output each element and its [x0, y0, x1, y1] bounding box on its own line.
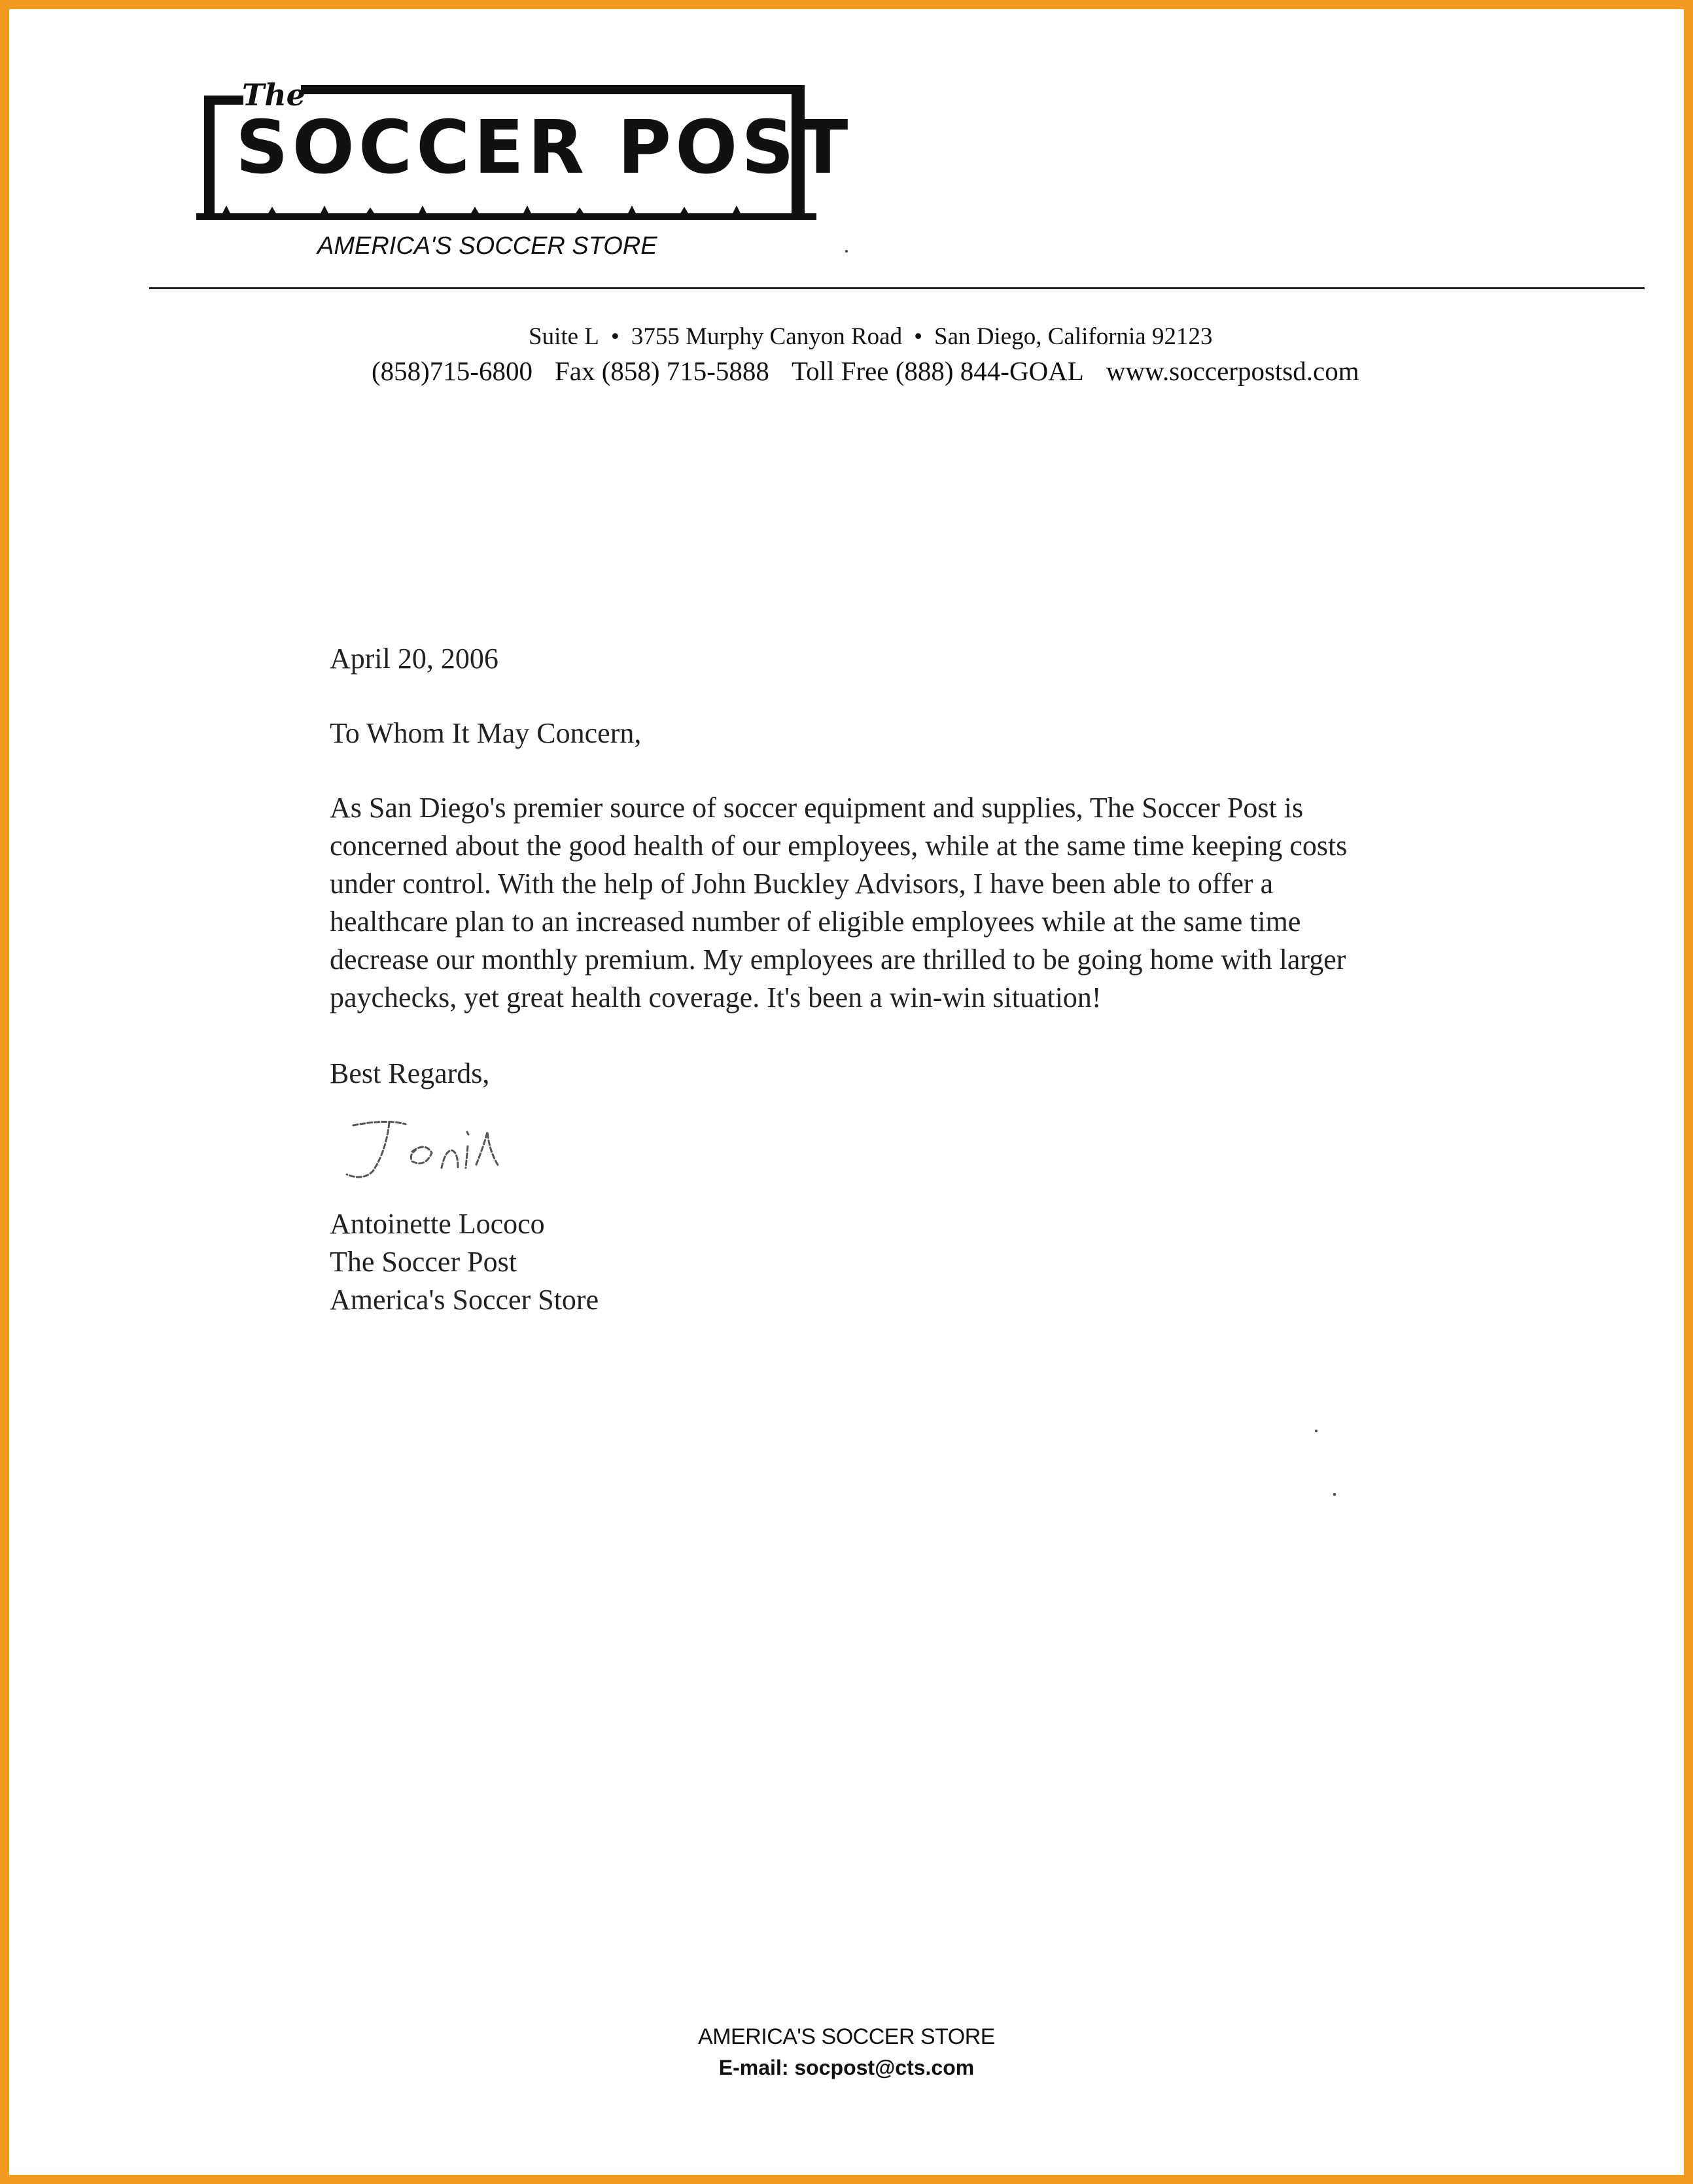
- contact-phone: (858)715-6800: [372, 356, 532, 386]
- scan-speck: [1333, 1493, 1336, 1496]
- logo-the-text: The: [242, 77, 305, 113]
- footer-email[interactable]: E-mail: socpost@cts.com: [718, 2056, 975, 2079]
- scan-speck: [1315, 1430, 1318, 1432]
- letterhead-tagline: AMERICA'S SOCCER STORE: [317, 232, 657, 260]
- address-suite: Suite L: [529, 323, 599, 350]
- scan-speck: [845, 250, 848, 253]
- body-line: paychecks, yet great health coverage. It's been a win-win situation!: [330, 981, 1102, 1013]
- body-line: As San Diego's premier source of soccer equipment and supplies, The Soccer Post is: [330, 792, 1304, 824]
- body-line: healthcare plan to an increased number of eligible employees while at the same time: [330, 906, 1301, 938]
- address-city: San Diego, California 92123: [934, 323, 1213, 350]
- soccer-post-logo: [196, 77, 852, 234]
- body-line: concerned about the good health of our employees, while at the same time keeping costs: [330, 830, 1348, 862]
- body-line: under control. With the help of John Buckley Advisors, I have been able to offer a: [330, 868, 1274, 900]
- footer-tagline: AMERICA'S SOCCER STORE: [698, 2024, 995, 2049]
- contact-fax: Fax (858) 715-5888: [554, 356, 769, 386]
- contact-toll-free: Toll Free (888) 844-GOAL: [791, 356, 1084, 386]
- signer-company: The Soccer Post: [330, 1246, 517, 1278]
- letter-date: April 20, 2006: [330, 643, 498, 675]
- letter-body: [330, 789, 1560, 1017]
- handwritten-signature: [327, 1106, 523, 1191]
- letter-salutation: To Whom It May Concern,: [330, 717, 642, 749]
- letter-closing: Best Regards,: [330, 1057, 490, 1089]
- body-line: decrease our monthly premium. My employees are thrilled to be going home with larger: [330, 943, 1346, 976]
- contact-website[interactable]: www.soccerpostsd.com: [1106, 356, 1359, 386]
- letterhead-divider: [149, 287, 1645, 289]
- signer-name: Antoinette Lococo: [330, 1208, 545, 1240]
- address-street: 3755 Murphy Canyon Road: [631, 323, 903, 350]
- logo-name-text: SOCCER POST: [236, 105, 852, 190]
- signer-tagline: America's Soccer Store: [330, 1284, 599, 1316]
